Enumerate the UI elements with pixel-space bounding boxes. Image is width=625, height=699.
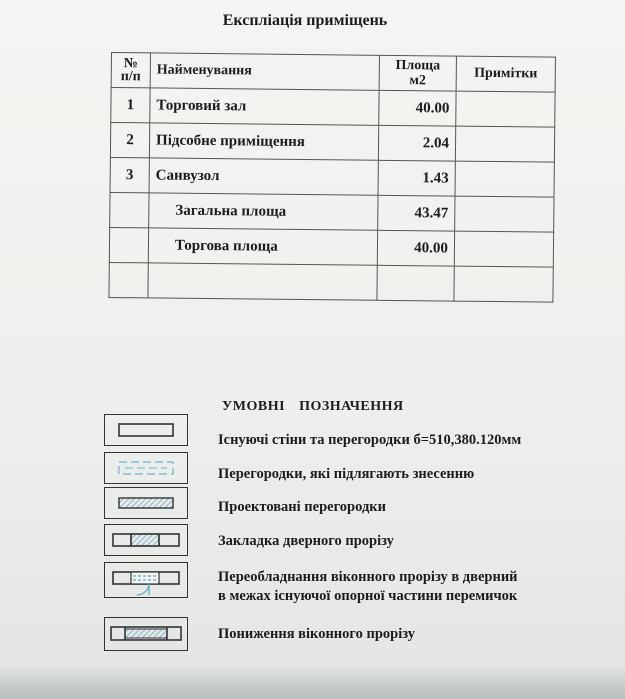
- legend-label-door-infill: Закладка дверного прорізу: [218, 533, 394, 549]
- door-infill-icon: [105, 525, 187, 555]
- legend-label-window-lowering: Пониження віконного прорізу: [218, 626, 416, 642]
- row-notes: [455, 196, 554, 232]
- table-row: [110, 123, 554, 163]
- row-notes: [456, 91, 555, 127]
- total-row: [109, 227, 553, 267]
- total-value: 43.47: [378, 195, 455, 231]
- door-infill-symbol: [104, 524, 188, 556]
- total-label: Торгова площа: [148, 228, 377, 265]
- existing-wall-icon: [105, 415, 187, 445]
- row-number: [109, 227, 148, 262]
- rooms-table: [108, 52, 556, 303]
- legend-label-new-partitions: Проектовані перегородки: [218, 499, 386, 515]
- row-notes: [454, 231, 553, 267]
- row-name: Торговий зал: [150, 88, 379, 125]
- row-number: 3: [110, 157, 149, 192]
- table-row: [111, 88, 555, 128]
- header-notes: Примітки: [456, 56, 555, 92]
- window-lowering-icon: [105, 618, 187, 650]
- window-to-door-icon: [105, 563, 187, 597]
- row-area: 1.43: [378, 160, 455, 196]
- row-number: [110, 192, 149, 227]
- demolish-partition-symbol: [104, 452, 188, 484]
- row-number: 1: [111, 88, 150, 123]
- legend-label-existing-walls: Існуючі стіни та перегородки б=510,380.120мм: [218, 432, 522, 448]
- row-area: 40.00: [379, 90, 456, 126]
- window-to-door-symbol: [104, 562, 188, 598]
- row-area: [377, 265, 454, 301]
- row-notes: [454, 266, 553, 302]
- table-header-row: [111, 53, 555, 93]
- total-row: [110, 192, 554, 232]
- row-number: 2: [110, 123, 149, 158]
- empty-row: [109, 262, 553, 302]
- header-name: Найменування: [150, 53, 379, 90]
- total-value: 40.00: [377, 230, 454, 266]
- row-name: [148, 263, 377, 300]
- document-title: Експліація приміщень: [222, 12, 388, 29]
- header-number: № п/п: [111, 53, 150, 88]
- existing-wall-symbol: [104, 414, 188, 446]
- page-shadow: [0, 665, 625, 699]
- window-lowering-symbol: [104, 617, 188, 651]
- new-partition-icon: [105, 488, 187, 518]
- demolish-partition-icon: [105, 453, 187, 483]
- row-notes: [455, 161, 554, 197]
- legend-label-window-to-door: Переобладнання віконного прорізу в дверний в межах існуючої опорної частини перемичок: [218, 569, 518, 604]
- total-label: Загальна площа: [149, 193, 378, 230]
- row-name: Підсобне приміщення: [149, 123, 378, 160]
- new-partition-symbol: [104, 487, 188, 519]
- row-notes: [455, 126, 554, 162]
- row-name: Санвузол: [149, 158, 378, 195]
- table-row: [110, 157, 554, 197]
- row-area: 2.04: [378, 125, 455, 161]
- row-number: [109, 262, 148, 297]
- legend-title: УМОВНІ ПОЗНАЧЕННЯ: [222, 399, 404, 414]
- header-area: Площа м2: [379, 55, 456, 91]
- legend-label-demolish: Перегородки, які підлягають знесенню: [218, 466, 475, 482]
